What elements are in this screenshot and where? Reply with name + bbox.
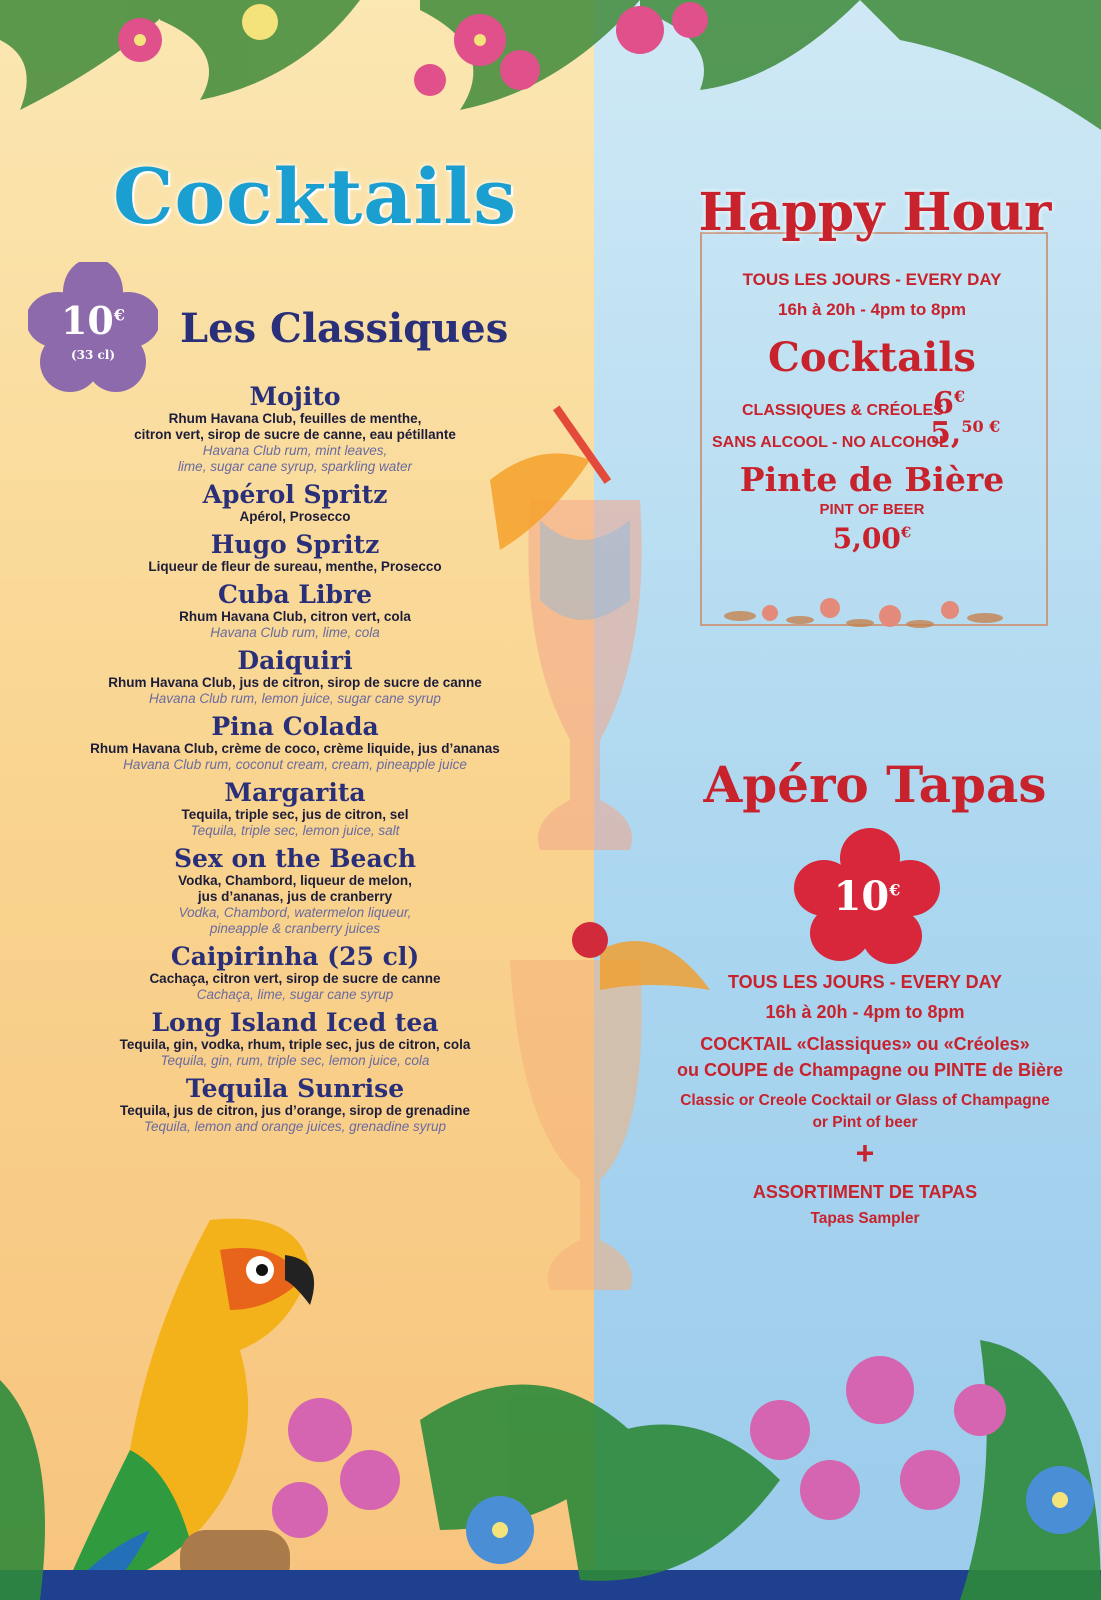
tapas-price: 10€ — [833, 873, 901, 920]
menu-item — [60, 383, 530, 475]
menu-item-name: Pina Colada — [211, 712, 379, 741]
tapas-days: TOUS LES JOURS - EVERY DAY — [727, 972, 1003, 992]
menu-item — [60, 943, 530, 1003]
menu-item-description-fr: Apérol, Prosecco — [239, 509, 351, 524]
tapas-hours: 16h à 20h - 4pm to 8pm — [765, 1002, 965, 1022]
menu-item — [60, 1009, 530, 1069]
menu-item-description-en: Tequila, lemon and orange juices, grenadine syrup — [144, 1119, 446, 1134]
menu-item-description-en: pineapple & cranberry juices — [209, 921, 381, 936]
menu-item-description-en: Tequila, gin, rum, triple sec, lemon juice, cola — [160, 1053, 430, 1068]
happy-hour-row2-price: 5,$^{50 €}$ — [930, 416, 1001, 451]
menu-item-description-en: Havana Club rum, coconut cream, cream, pineapple juice — [123, 757, 467, 772]
menu-item-description-fr: Rhum Havana Club, crème de coco, crème liquide, jus d’ananas — [90, 741, 500, 756]
classiques-subtitle: Les Classiques — [180, 305, 509, 352]
happy-hour-hours: 16h à 20h - 4pm to 8pm — [778, 300, 966, 319]
menu-item-description-en: Havana Club rum, lemon juice, sugar cane syrup — [149, 691, 441, 706]
menu-item — [60, 581, 530, 641]
happy-hour-days: TOUS LES JOURS - EVERY DAY — [742, 270, 1002, 289]
menu-item — [60, 845, 530, 937]
happy-hour-row2-label: SANS ALCOOL - NO ALCOHOL — [712, 434, 949, 451]
happy-hour-row1-label: CLASSIQUES & CRÉOLES — [742, 402, 944, 419]
classiques-price-badge — [28, 262, 158, 392]
tapas-line5: ASSORTIMENT DE TAPAS — [752, 1182, 978, 1202]
menu-item-description-fr: Rhum Havana Club, feuilles de menthe, — [168, 411, 422, 426]
menu-item-name: Margarita — [224, 778, 366, 807]
menu-item-description-en: Cachaça, lime, sugar cane syrup — [196, 987, 394, 1002]
menu-item — [60, 647, 530, 707]
menu-item-name: Daiquiri — [237, 646, 353, 675]
happy-hour-title: Happy Hour — [698, 182, 1052, 243]
menu-item-name: Sex on the Beach — [173, 844, 417, 873]
tapas-line3: Classic or Creole Cocktail or Glass of Champagne — [680, 1092, 1050, 1109]
menu-item-name: Cuba Libre — [217, 580, 373, 609]
classiques-size: (33 cl) — [70, 348, 116, 362]
menu-item-description-en: Havana Club rum, mint leaves, — [202, 443, 388, 458]
menu-item-description-fr: jus d’ananas, jus de cranberry — [197, 889, 393, 904]
classiques-price: 10€ — [60, 298, 126, 343]
menu-item-description-en: Tequila, triple sec, lemon juice, salt — [190, 823, 400, 838]
menu-item-description-en: Vodka, Chambord, watermelon liqueur, — [178, 905, 412, 920]
tapas-line6: Tapas Sampler — [810, 1210, 920, 1227]
page-title: Cocktails — [113, 152, 517, 241]
happy-hour-beer-sub: PINT OF BEER — [819, 501, 925, 518]
tapas-line4: or Pint of beer — [812, 1114, 918, 1131]
menu-item-description-fr: citron vert, sirop de sucre de canne, eau pétillante — [134, 427, 456, 442]
cocktail-menu-list — [60, 383, 530, 1141]
tapas-line2: ou COUPE de Champagne ou PINTE de Bière — [676, 1060, 1064, 1080]
happy-hour-row1-price: 6€ — [933, 386, 966, 421]
menu-item — [60, 713, 530, 773]
menu-item-name: Tequila Sunrise — [185, 1074, 405, 1103]
menu-item-name: Hugo Spritz — [210, 530, 380, 559]
menu-item-name: Apérol Spritz — [202, 480, 388, 509]
menu-item-description-fr: Cachaça, citron vert, sirop de sucre de canne — [149, 971, 441, 986]
menu-item-description-fr: Rhum Havana Club, jus de citron, sirop de sucre de canne — [108, 675, 482, 690]
happy-hour-cocktails-title: Cocktails — [768, 334, 976, 381]
happy-hour-beer-price: 5,00€ — [832, 522, 912, 555]
happy-hour-beer-title: Pinte de Bière — [739, 460, 1005, 499]
menu-item-name: Caipirinha (25 cl) — [170, 942, 420, 971]
menu-item-name: Long Island Iced tea — [151, 1008, 439, 1037]
menu-item — [60, 531, 530, 575]
menu-item — [60, 1075, 530, 1135]
tapas-title: Apéro Tapas — [703, 755, 1047, 814]
menu-item — [60, 779, 530, 839]
menu-item-description-fr: Vodka, Chambord, liqueur de melon, — [178, 873, 412, 888]
menu-item-description-fr: Rhum Havana Club, citron vert, cola — [179, 609, 411, 624]
menu-item-description-fr: Liqueur de fleur de sureau, menthe, Prosecco — [148, 559, 442, 574]
menu-item-description-en: lime, sugar cane syrup, sparkling water — [177, 459, 413, 474]
tapas-price-badge — [792, 828, 942, 968]
menu-item-name: Mojito — [249, 382, 341, 411]
menu-item-description-en: Havana Club rum, lime, cola — [210, 625, 380, 640]
menu-item-description-fr: Tequila, gin, vodka, rhum, triple sec, jus de citron, cola — [119, 1037, 471, 1052]
tapas-plus: + — [855, 1135, 875, 1171]
menu-item-description-fr: Tequila, jus de citron, jus d’orange, sirop de grenadine — [119, 1103, 471, 1118]
tapas-line1: COCKTAIL «Classiques» ou «Créoles» — [700, 1034, 1030, 1054]
menu-item-description-fr: Tequila, triple sec, jus de citron, sel — [181, 807, 409, 822]
menu-item — [60, 481, 530, 525]
